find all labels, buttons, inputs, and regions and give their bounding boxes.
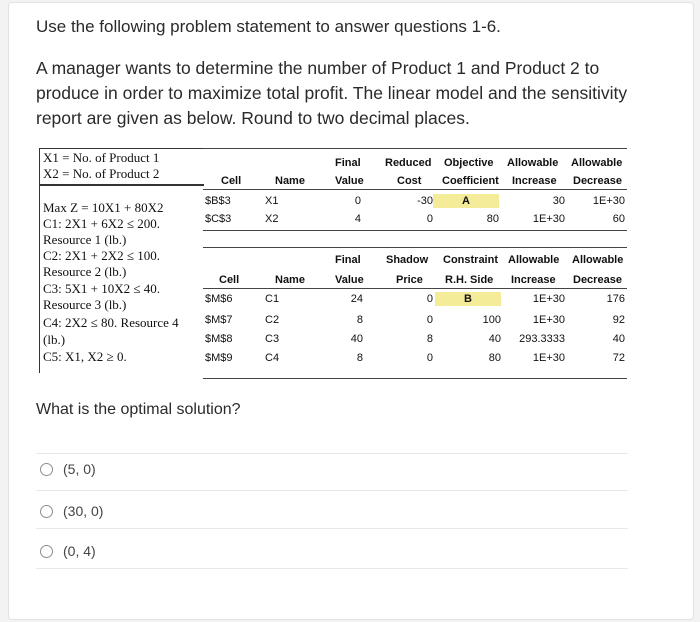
table-rule — [203, 247, 627, 248]
answer-option[interactable] — [40, 461, 96, 477]
constraint-name: C1 — [265, 293, 280, 305]
shadow-price: 0 — [426, 352, 433, 364]
option-label: (5, 0) — [63, 461, 96, 477]
header-rhs: R.H. Side — [445, 274, 494, 286]
header-allow-dec: Allowable — [571, 157, 623, 169]
allow-increase: 1E+30 — [532, 213, 565, 225]
final-value: 24 — [350, 293, 363, 305]
rhs-b: B — [435, 292, 501, 306]
model-line: C2: 2X1 + 2X2 ≤ 100. — [43, 248, 161, 263]
problem-statement: A manager wants to determine the number of Product 1 and Product 2 to produce in order to maximize total profit. The linear model and the sensitivity report are given as below. Round to two decimal places. — [36, 58, 628, 128]
header-allow-inc: Allowable — [508, 254, 560, 266]
header-final: Final — [335, 254, 361, 266]
header-value: Value — [335, 274, 364, 286]
header-increase: Increase — [512, 175, 557, 187]
option-label: (0, 4) — [63, 543, 96, 559]
cell-ref: $B$3 — [205, 195, 231, 207]
header-allow-dec: Allowable — [572, 254, 624, 266]
table-rule — [203, 189, 627, 190]
table-rule — [203, 378, 627, 379]
header-constraint: Constraint — [443, 254, 498, 266]
cell-ref: $M$8 — [205, 333, 233, 345]
answer-option[interactable] — [40, 503, 103, 519]
allow-decrease: 60 — [612, 213, 625, 225]
model-line: (lb.) — [43, 332, 66, 347]
intro-text: Use the following problem statement to answer questions 1-6. — [36, 17, 501, 36]
header-decrease: Decrease — [573, 274, 622, 286]
allow-increase: 1E+30 — [532, 293, 565, 305]
table-rule — [203, 288, 627, 289]
rhs: 40 — [488, 333, 501, 345]
header-value: Value — [335, 175, 364, 187]
table-rule — [203, 230, 627, 231]
model-line: C1: 2X1 + 6X2 ≤ 200. — [43, 216, 161, 231]
allow-increase: 1E+30 — [532, 314, 565, 326]
sensitivity-report — [203, 148, 629, 384]
header-shadow: Shadow — [386, 254, 429, 266]
header-cost: Cost — [397, 175, 422, 187]
table-rule — [203, 148, 627, 149]
header-decrease: Decrease — [573, 175, 622, 187]
constraint-name: C3 — [265, 333, 280, 345]
allow-increase: 1E+30 — [532, 352, 565, 364]
header-final: Final — [335, 157, 361, 169]
cell-ref: $C$3 — [205, 213, 232, 225]
divider — [36, 453, 628, 454]
cell-ref: $M$7 — [205, 314, 233, 326]
allow-decrease: 1E+30 — [592, 195, 625, 207]
model-line: C3: 5X1 + 10X2 ≤ 40. — [43, 281, 161, 296]
var-name: X2 — [265, 213, 279, 225]
radio-button[interactable] — [40, 505, 53, 518]
question-text: What is the optimal solution? — [36, 401, 241, 418]
linear-model-box — [39, 148, 204, 373]
var-name: X1 — [265, 195, 279, 207]
header-cell: Cell — [221, 175, 242, 187]
objective-coef-a: A — [433, 194, 499, 208]
objective-coef: 80 — [486, 213, 499, 225]
model-line: Max Z = 10X1 + 80X2 — [43, 200, 164, 215]
final-value: 8 — [356, 314, 363, 326]
cell-ref: $M$6 — [205, 293, 233, 305]
final-value: 8 — [356, 352, 363, 364]
model-line: Resource 2 (lb.) — [43, 264, 127, 279]
rhs: 100 — [482, 314, 501, 326]
header-price: Price — [396, 274, 423, 286]
answer-option[interactable] — [40, 543, 96, 559]
allow-decrease: 72 — [612, 352, 625, 364]
header-objective: Objective — [444, 157, 494, 169]
header-coefficient: Coefficient — [442, 175, 499, 187]
constraint-name: C4 — [265, 352, 280, 364]
radio-button[interactable] — [40, 463, 53, 476]
divider — [40, 184, 204, 186]
allow-increase: 30 — [552, 195, 565, 207]
option-label: (30, 0) — [63, 503, 104, 519]
header-cell: Cell — [219, 274, 240, 286]
divider — [36, 528, 628, 529]
allow-increase: 293.3333 — [519, 333, 565, 345]
allow-decrease: 176 — [606, 293, 625, 305]
model-line: Resource 1 (lb.) — [43, 232, 127, 247]
header-allow-inc: Allowable — [507, 157, 559, 169]
header-name: Name — [275, 175, 305, 187]
divider — [36, 568, 628, 569]
model-line: C4: 2X2 ≤ 80. Resource 4 — [43, 315, 179, 330]
model-line: Resource 3 (lb.) — [43, 297, 127, 312]
radio-button[interactable] — [40, 545, 53, 558]
allow-decrease: 40 — [612, 333, 625, 345]
header-reduced: Reduced — [385, 157, 432, 169]
final-value: 40 — [350, 333, 363, 345]
divider — [36, 490, 628, 491]
shadow-price: 0 — [426, 314, 433, 326]
header-increase: Increase — [511, 274, 556, 286]
cell-ref: $M$9 — [205, 352, 233, 364]
shadow-price: 0 — [426, 293, 433, 305]
reduced-cost: 0 — [426, 213, 433, 225]
model-line: X2 = No. of Product 2 — [43, 166, 160, 181]
final-value: 4 — [354, 213, 361, 225]
constraint-name: C2 — [265, 314, 280, 326]
model-line: X1 = No. of Product 1 — [43, 150, 160, 165]
rhs: 80 — [488, 352, 501, 364]
reduced-cost: -30 — [417, 195, 433, 207]
model-line: C5: X1, X2 ≥ 0. — [43, 349, 127, 364]
allow-decrease: 92 — [612, 314, 625, 326]
shadow-price: 8 — [426, 333, 433, 345]
final-value: 0 — [354, 195, 361, 207]
header-name: Name — [275, 274, 305, 286]
